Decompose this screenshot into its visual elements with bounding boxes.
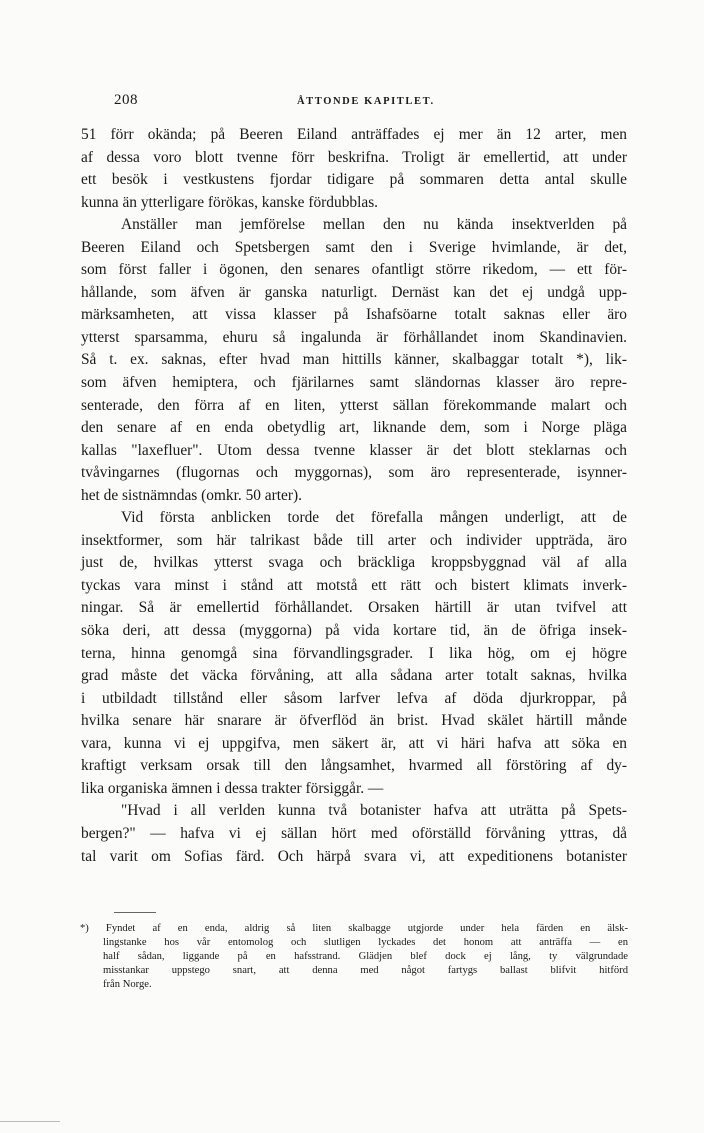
footnote-line: lingstanke hos vår entomolog och slutligen lyckades det honom att anträffa — en <box>103 936 628 948</box>
text-line: som först faller i ögonen, den senares ofantligt större rikedom, — ett för- <box>81 261 627 279</box>
text-line: kraftigt verksam orsak till den långsamhet, hvarmed all förstöring af dy- <box>81 757 627 775</box>
text-line: 51 förr okända; på Beeren Eiland anträffades ej mer än 12 arter, men <box>81 126 627 143</box>
footnote-divider <box>114 912 156 913</box>
text-line: senterade, den förra af en liten, ytterst sällan förekommande malart och <box>81 396 627 414</box>
footnote-line: från Norge. <box>103 978 152 990</box>
text-line: den senare af en enda obetydlig art, liknande dem, som i Norge pläga <box>81 419 627 437</box>
text-line: tal varit om Sofias färd. Och härpå svara vi, att expeditionens botanister <box>81 847 627 865</box>
text-line: hvilka senare här snarare är öfverflöd än brist. Hvad skälet härtill månde <box>81 712 627 730</box>
page-number: 208 <box>114 92 138 108</box>
footnote-line: half sådan, liggande på en hafsstrand. Glädjen blef dock ej lång, ty välgrundade <box>103 950 628 962</box>
footnote-line: *) Fyndet af en enda, aldrig så liten skalbagge utgjorde under hela färden en älsk- <box>80 923 628 934</box>
text-line: som äfven hemiptera, och fjärilarnes samt sländornas klasser äro repre- <box>81 374 627 392</box>
text-line: vara, kunna vi ej uppgifva, men säkert är, att vi häri hafva att söka en <box>81 734 627 752</box>
footnote <box>80 922 628 992</box>
text-line: af dessa voro blott tvenne förr beskrifna. Troligt är emellertid, att under <box>81 148 627 166</box>
footnote-line: misstankar uppstego snart, att denna med något fartygs ballast blifvit hitförd <box>103 964 628 976</box>
text-line: kallas "laxefluer". Utom dessa tvenne klasser är det blott steklarnas och <box>81 441 627 459</box>
text-line: terna, hinna genomgå sina förvandlingsgrader. I lika hög, om ej högre <box>81 644 627 662</box>
text-line: insektformer, som här talrikast både till arter och individer uppträda, äro <box>81 531 627 549</box>
text-line: grad måste det väcka förvåning, att alla sådana arter totalt saknas, hvilka <box>81 667 627 685</box>
paragraph-start: "Hvad i all verlden kunna två botanister hafva att uträtta på Spets- <box>121 802 627 820</box>
text-line: ytterst sparsamma, ehuru så ingalunda är förhållandet inom Skandinavien. <box>81 328 627 346</box>
paragraph-start: Anställer man jemförelse mellan den nu kända insektverlden på <box>121 216 627 234</box>
text-line: i utbildadt tillstånd eller såsom larfver lefva af döda djurkroppar, på <box>81 689 627 707</box>
text-line: hållande, som äfven är ganska naturligt. Dernäst kan det ej undgå upp- <box>81 283 627 301</box>
text-line: kunna än ytterligare förökas, kanske fördubblas. <box>81 193 379 211</box>
text-line: Så t. ex. saknas, efter hvad man hittills känner, skalbaggar totalt *), lik- <box>81 351 627 369</box>
text-line: ningar. Så är emellertid förhållandet. Orsaken härtill är utan tvifvel att <box>81 599 627 617</box>
text-line: ett besök i vestkustens fjordar tidigare på sommaren detta antal skulle <box>81 171 627 189</box>
text-line: Beeren Eiland och Spetsbergen samt den i Sverige hvimlande, är det, <box>81 238 627 256</box>
body-text <box>81 124 627 868</box>
bottom-divider <box>0 1121 60 1122</box>
text-line: bergen?" — hafva vi ej sällan hört med oförställd förvåning yttras, då <box>81 824 627 842</box>
paragraph-start: Vid första anblicken torde det förefalla mången underligt, att de <box>121 509 627 527</box>
text-line: märksamheten, att vissa klasser på Ishafsöarne totalt saknas eller äro <box>81 306 627 324</box>
text-line: het de sistnämndas (omkr. 50 arter). <box>81 486 302 504</box>
text-line: söka deri, att dessa (myggorna) på vida kortare tid, än de öfriga insek- <box>81 622 627 640</box>
text-line: tvåvingarnes (flugornas och myggornas), som äro representerade, isynner- <box>81 464 627 482</box>
text-line: lika organiska ämnen i dessa trakter försiggår. — <box>81 779 384 797</box>
text-line: just de, hvilkas ytterst svaga och bräckliga kroppsbyggnad väl af alla <box>81 554 627 572</box>
text-line: tyckas vara minst i stånd att motstå ett rätt och bistert klimats inverk- <box>81 576 627 594</box>
running-head: ÅTTONDE KAPITLET. <box>297 96 435 107</box>
